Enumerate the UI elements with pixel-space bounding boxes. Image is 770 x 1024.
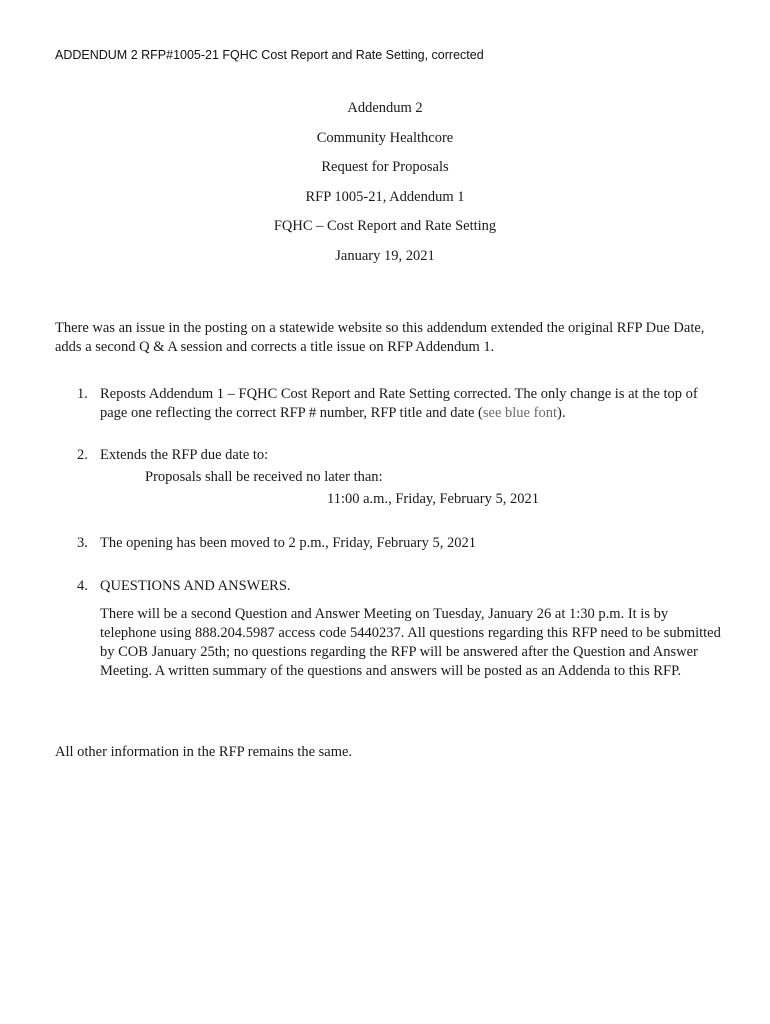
list-item-2: [55, 446, 725, 465]
closing-statement: All other information in the RFP remains the same.: [55, 744, 353, 760]
list-item-text: The opening has been moved to 2 p.m., Friday, February 5, 2021: [100, 535, 476, 551]
list-number: 4.: [77, 578, 88, 594]
document-type: Request for Proposals: [321, 159, 449, 175]
list-item-3: [55, 534, 725, 553]
blue-font-note: see blue font: [482, 405, 557, 421]
running-header: ADDENDUM 2 RFP#1005-21 FQHC Cost Report and Rate Setting, corrected: [55, 48, 484, 62]
list-item-text: QUESTIONS AND ANSWERS.: [100, 578, 291, 594]
document-date: January 19, 2021: [335, 247, 435, 264]
list-item-text: Extends the RFP due date to:: [100, 447, 269, 463]
due-date-value: 11:00 a.m., Friday, February 5, 2021: [327, 491, 539, 507]
addendum-title: Addendum 2: [347, 100, 423, 116]
list-number: 2.: [77, 447, 88, 463]
list-number: 1.: [77, 386, 88, 402]
list-item-4: [55, 577, 725, 681]
rfp-number: RFP 1005-21, Addendum 1: [305, 188, 465, 205]
list-number: 3.: [77, 535, 88, 551]
intro-paragraph: There was an issue in the posting on a statewide website so this addendum extended the original RFP Due Date, adds a second Q & A session and corrects a title issue on RFP Addendum 1.: [55, 320, 705, 355]
organization-name: Community Healthcore: [316, 129, 454, 146]
list-item-text: Reposts Addendum 1 – FQHC Cost Report and Rate Setting corrected. The only change is at the top of page one reflecting the correct RFP # number, RFP title and date (see blue font).: [100, 386, 698, 421]
rfp-title: FQHC – Cost Report and Rate Setting: [273, 218, 497, 234]
list-item-1: [55, 385, 725, 423]
due-date-label: Proposals shall be received no later than:: [145, 469, 383, 485]
qa-paragraph: There will be a second Question and Answer Meeting on Tuesday, January 26 at 1:30 p.m. It is by telephone using 888.204.5987 access code 5440237. All questions regarding this RFP need to be submitted by COB January 25th; no questions regarding the RFP will be answered after the Question and Answer Meeting. A written summary of the questions and answers will be posted as an Addenda to this RFP.: [100, 606, 721, 679]
title-block: [0, 94, 770, 271]
